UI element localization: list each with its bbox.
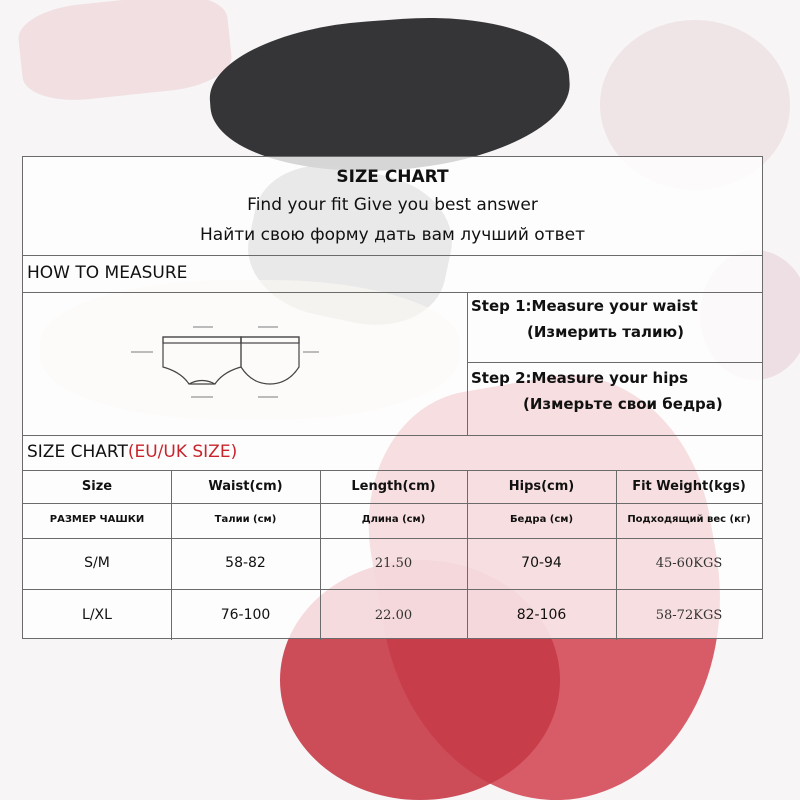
table-cell-weight: 58-72KGS	[655, 608, 723, 623]
col-header-length: Length(cm)	[351, 479, 436, 494]
divider	[23, 470, 762, 471]
divider	[23, 292, 762, 293]
col-header-hips: Hips(cm)	[508, 479, 575, 494]
step1-russian: (Измерить талию)	[527, 323, 684, 341]
size-chart-heading	[27, 442, 237, 462]
table-cell-size: S/M	[84, 555, 110, 571]
table-cell-waist: 76-100	[220, 607, 271, 623]
subtitle-russian: Найти свою форму дать вам лучший ответ	[200, 225, 585, 245]
col-header-weight: Fit Weight(kgs)	[632, 479, 746, 494]
table-cell-size: L/XL	[82, 607, 112, 623]
subtitle-english: Find your fit Give you best answer	[247, 195, 538, 215]
table-cell-length: 22.00	[374, 608, 413, 623]
divider	[23, 255, 762, 256]
col-header-waist-ru: Талии (см)	[214, 514, 277, 525]
table-cell-hips: 70-94	[521, 555, 562, 571]
divider	[23, 435, 762, 436]
col-header-hips-ru: Бедра (см)	[509, 514, 574, 525]
step2-russian: (Измерьте свои бедра)	[523, 395, 723, 413]
table-cell-hips: 82-106	[516, 607, 567, 623]
col-header-waist: Waist(cm)	[208, 479, 283, 494]
pink-garment	[16, 0, 235, 106]
size-chart-panel	[22, 156, 763, 639]
table-cell-length: 21.50	[374, 556, 413, 571]
col-header-size-ru: РАЗМЕР ЧАШКИ	[49, 514, 145, 525]
brief-back-icon	[241, 337, 299, 384]
brief-front-icon	[163, 337, 241, 384]
step2-label: Step 2:Measure your hips	[471, 369, 689, 387]
row-divider	[23, 503, 762, 504]
eu-uk-size-note: (EU/UK SIZE)	[127, 442, 238, 462]
step1-label: Step 1:Measure your waist	[471, 297, 698, 315]
row-divider	[23, 538, 762, 539]
table-cell-weight: 45-60KGS	[655, 556, 723, 571]
how-to-measure-heading: HOW TO MEASURE	[27, 263, 188, 283]
measurement-diagram	[123, 322, 323, 412]
col-header-length-ru: Длина (см)	[361, 514, 426, 525]
row-divider	[23, 589, 762, 590]
col-header-weight-ru: Подходящий вес (кг)	[627, 514, 751, 525]
divider	[467, 362, 762, 363]
divider	[467, 292, 468, 435]
chart-title: SIZE CHART	[336, 167, 449, 187]
size-chart-heading-text: SIZE CHART	[27, 442, 128, 462]
col-header-size: Size	[81, 479, 113, 494]
table-cell-waist: 58-82	[225, 555, 266, 571]
